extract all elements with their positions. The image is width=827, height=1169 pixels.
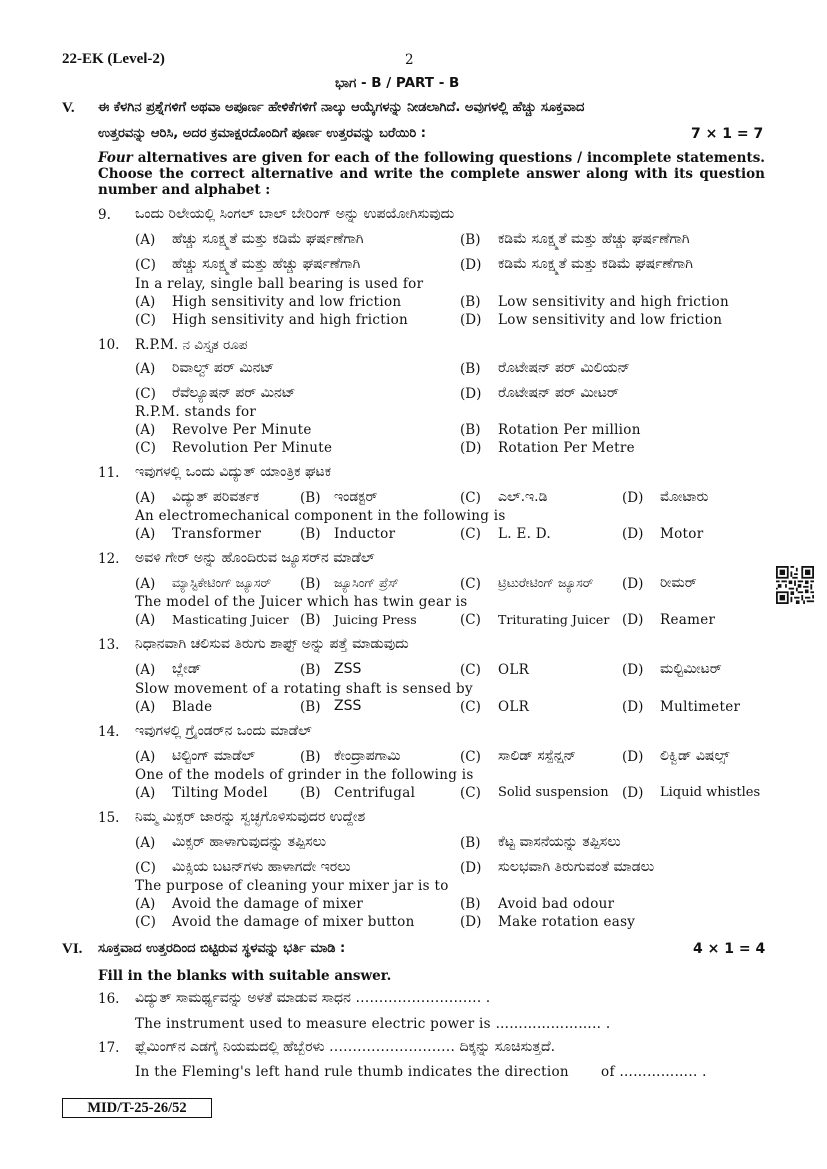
q10-en-c: Revolution Per Minute — [172, 440, 333, 456]
q14-kn-b-label: (B) — [300, 749, 321, 765]
q12-kannada: ಅವಳಿ ಗೇರ್ ಅನ್ನು ಹೊಂದಿರುವ ಜ್ಯೂಸರ್‌ನ ಮಾಡೆಲ್ — [135, 550, 375, 566]
q10-en-b: Rotation Per million — [498, 422, 641, 438]
q10-kannada: R.P.M. ನ ವಿಸ್ತೃತ ರೂಪ — [135, 337, 248, 353]
q14-kn-c-label: (C) — [460, 749, 481, 765]
q14-kn-a: ಟಿಲ್ಟಿಂಗ್ ಮಾಡೆಲ್ — [172, 748, 256, 764]
q9-en-d: Low sensitivity and low friction — [498, 312, 723, 328]
q14-en-a: Tilting Model — [172, 785, 268, 801]
section-v-english-instruction — [98, 150, 765, 198]
q11-number: 11. — [98, 465, 120, 481]
q11-kn-d-label: (D) — [622, 490, 644, 506]
q12-en-b-label: (B) — [300, 612, 321, 628]
q9-number: 9. — [98, 207, 111, 223]
q15-kn-a: ಮಿಕ್ಸರ್ ಹಾಳಾಗುವುದನ್ನು ತಪ್ಪಿಸಲು — [172, 834, 327, 850]
q15-kn-a-label: (A) — [135, 835, 156, 851]
q13-en-c: OLR — [498, 699, 530, 715]
section-v-marks: 7 × 1 = 7 — [691, 126, 764, 142]
q13-en-a-label: (A) — [135, 699, 156, 715]
q13-kn-c: OLR — [498, 662, 530, 678]
q10-kn-a-label: (A) — [135, 361, 156, 377]
q9-en-d-label: (D) — [460, 312, 482, 328]
q13-number: 13. — [98, 637, 120, 653]
section-v-kannada-line2: ಉತ್ತರವನ್ನು ಆರಿಸಿ, ಅದರ ಕ್ರಮಾಕ್ಷರದೊಂದಿಗೆ ಪೂರ್ಣ ಉತ್ತರವನ್ನು ಬರೆಯಿರಿ : — [98, 126, 426, 141]
q9-kn-c-label: (C) — [135, 257, 156, 273]
q9-en-a-label: (A) — [135, 294, 156, 310]
q13-kn-b: ZSS — [334, 661, 362, 677]
q10-en-c-label: (C) — [135, 440, 156, 456]
q9-kannada: ಒಂದು ರಿಲೇಯಲ್ಲಿ ಸಿಂಗಲ್ ಬಾಲ್ ಬೇರಿಂಗ್ ಅನ್ನು ಉಪಯೋಗಿಸುವುದು — [135, 206, 455, 222]
q14-en-b: Centrifugal — [334, 785, 416, 801]
q10-en-b-label: (B) — [460, 422, 481, 438]
q13-english: Slow movement of a rotating shaft is sensed by — [135, 681, 473, 697]
q17-number: 17. — [98, 1040, 120, 1056]
q12-kn-d: ರೀಮರ್ — [660, 575, 697, 591]
q12-en-d-label: (D) — [622, 612, 644, 628]
q17-kannada: ಫ್ಲೆಮಿಂಗ್‌ನ ಎಡಗೈ ನಿಯಮದಲ್ಲಿ ಹೆಬ್ಬೆರಳು ……………………… ದಿಕ್ಕನ್ನು ಸೂಚಿಸುತ್ತದೆ. — [135, 1039, 556, 1055]
q11-kn-c-label: (C) — [460, 490, 481, 506]
q11-kn-d: ಮೋಟಾರು — [660, 489, 709, 505]
q13-kn-d-label: (D) — [622, 662, 644, 678]
q13-kn-a: ಬ್ಲೇಡ್ — [172, 661, 202, 677]
q12-en-c-label: (C) — [460, 612, 481, 628]
q10-kn-a: ರಿವಾಲ್ವ್ ಪರ್ ಮಿನಟ್ — [172, 360, 275, 376]
q9-kn-d: ಕಡಿಮೆ ಸೂಕ್ಷ್ಮತೆ ಮತ್ತು ಕಡಿಮೆ ಘರ್ಷಣೆಗಾಗಿ — [498, 256, 693, 272]
q14-en-d: Liquid whistles — [660, 785, 761, 800]
q13-en-b-label: (B) — [300, 699, 321, 715]
q15-en-c-label: (C) — [135, 914, 156, 930]
q12-en-a-label: (A) — [135, 612, 156, 628]
q13-kn-b-label: (B) — [300, 662, 321, 678]
q14-en-c-label: (C) — [460, 785, 481, 801]
q15-en-d: Make rotation easy — [498, 914, 636, 930]
q14-kn-b: ಕೇಂದ್ರಾಪಗಾಮಿ — [334, 748, 401, 764]
q16-number: 16. — [98, 991, 120, 1007]
q11-en-c-label: (C) — [460, 526, 481, 542]
q11-en-a-label: (A) — [135, 526, 156, 542]
q14-english: One of the models of grinder in the following is — [135, 767, 474, 783]
q12-kn-c: ಟ್ರಿಟುರೇಟಿಂಗ್ ಜ್ಯೂಸರ್ — [498, 575, 594, 590]
page-number: 2 — [405, 52, 414, 68]
q12-kn-b: ಜ್ಯೂಸಿಂಗ್ ಪ್ರೆಸ್ — [334, 575, 399, 590]
q12-en-d: Reamer — [660, 612, 716, 628]
q13-en-d-label: (D) — [622, 699, 644, 715]
part-title: ಭಾಗ - B / PART - B — [335, 75, 460, 91]
q12-kn-b-label: (B) — [300, 576, 321, 592]
q9-en-c: High sensitivity and high friction — [172, 312, 409, 328]
q9-en-c-label: (C) — [135, 312, 156, 328]
q14-en-d-label: (D) — [622, 785, 644, 801]
q14-kn-a-label: (A) — [135, 749, 156, 765]
section-v-kannada-line1: ಈ ಕೆಳಗಿನ ಪ್ರಶ್ನೆಗಳಿಗೆ ಅಥವಾ ಅಪೂರ್ಣ ಹೇಳಿಕೆಗಳಿಗೆ ನಾಲ್ಕು ಆಯ್ಕೆಗಳನ್ನು ನೀಡಲಾಗಿದೆ. ಅವುಗಳಲ್ಲಿ ಹೆಚ್ಚು ಸೂಕ್ತವಾದ — [98, 100, 585, 115]
instruction-text: alternatives are given for each of the following questions / incomplete statements. Choose the correct alternative and write the complete answer along with its question number and alphabet : — [98, 150, 765, 198]
q9-en-a: High sensitivity and low friction — [172, 294, 402, 310]
q9-kn-d-label: (D) — [460, 257, 482, 273]
q12-kn-d-label: (D) — [622, 576, 644, 592]
q9-en-b-label: (B) — [460, 294, 481, 310]
q11-kn-a: ವಿದ್ಯುತ್ ಪರಿವರ್ತಕ — [172, 489, 260, 505]
paper-code: 22-EK (Level-2) — [62, 51, 165, 67]
q9-kn-a: ಹೆಚ್ಚು ಸೂಕ್ಷ್ಮತೆ ಮತ್ತು ಕಡಿಮೆ ಘರ್ಷಣೆಗಾಗಿ — [172, 231, 364, 247]
q15-english: The purpose of cleaning your mixer jar is to — [135, 878, 449, 894]
q13-kn-c-label: (C) — [460, 662, 481, 678]
section-vi-kannada: ಸೂಕ್ತವಾದ ಉತ್ತರದಿಂದ ಬಿಟ್ಟಿರುವ ಸ್ಥಳವನ್ನು ಭರ್ತಿ ಮಾಡಿ : — [98, 941, 346, 956]
q10-en-a-label: (A) — [135, 422, 156, 438]
q14-kn-d: ಲಿಕ್ವಿಡ್ ವಿಷಲ್ಸ್ — [660, 748, 730, 764]
q14-en-c: Solid suspension — [498, 785, 609, 800]
q13-kannada: ನಿಧಾನವಾಗಿ ಚಲಿಸುವ ತಿರುಗು ಶಾಫ್ಟ್ ಅನ್ನು ಪತ್ತೆ ಮಾಡುವುದು — [135, 636, 409, 652]
q10-number: 10. — [98, 337, 120, 353]
q10-kn-c: ರೆವೆಲ್ಯೂಷನ್ ಪರ್ ಮಿನಟ್ — [172, 385, 296, 401]
q14-en-b-label: (B) — [300, 785, 321, 801]
q11-kn-a-label: (A) — [135, 490, 156, 506]
q11-kn-b: ಇಂಡಕ್ಟರ್ — [334, 489, 378, 505]
q11-english: An electromechanical component in the following is — [135, 508, 506, 524]
q12-english: The model of the Juicer which has twin gear is — [135, 594, 468, 610]
q15-en-d-label: (D) — [460, 914, 482, 930]
q15-kn-b: ಕೆಟ್ಟ ವಾಸನೆಯನ್ನು ತಪ್ಪಿಸಲು — [498, 834, 621, 850]
q10-en-d-label: (D) — [460, 440, 482, 456]
q15-kn-b-label: (B) — [460, 835, 481, 851]
q13-en-c-label: (C) — [460, 699, 481, 715]
q14-number: 14. — [98, 724, 120, 740]
q12-kn-a: ಮ್ಯಾಸ್ಟಿಕೇಟಿಂಗ್ ಜ್ಯೂಸರ್ — [172, 575, 272, 590]
q15-en-b-label: (B) — [460, 896, 481, 912]
q15-kn-d-label: (D) — [460, 860, 482, 876]
q11-kn-c: ಎಲ್.ಇ.ಡಿ — [498, 489, 548, 505]
q11-kannada: ಇವುಗಳಲ್ಲಿ ಒಂದು ವಿದ್ಯುತ್ ಯಾಂತ್ರಿಕ ಘಟಕ — [135, 464, 331, 480]
qr-code-icon — [776, 566, 814, 604]
q15-kannada: ನಿಮ್ಮ ಮಿಕ್ಸರ್ ಜಾರನ್ನು ಸ್ವಚ್ಛಗೊಳಿಸುವುದರ ಉದ್ದೇಶ — [135, 809, 366, 825]
q12-en-a: Masticating Juicer — [172, 612, 289, 627]
q10-en-a: Revolve Per Minute — [172, 422, 312, 438]
q11-kn-b-label: (B) — [300, 490, 321, 506]
four-emphasis: Four — [98, 150, 133, 166]
q10-kn-b-label: (B) — [460, 361, 481, 377]
q15-en-c: Avoid the damage of mixer button — [172, 914, 415, 930]
q14-kn-d-label: (D) — [622, 749, 644, 765]
q10-kn-d-label: (D) — [460, 386, 482, 402]
q9-kn-c: ಹೆಚ್ಚು ಸೂಕ್ಷ್ಮತೆ ಮತ್ತು ಹೆಚ್ಚು ಘರ್ಷಣೆಗಾಗಿ — [172, 256, 361, 272]
q12-number: 12. — [98, 551, 120, 567]
section-vi-marks: 4 × 1 = 4 — [693, 941, 766, 957]
q17-english: In the Fleming's left hand rule thumb indicates the direction of …………….. . — [135, 1064, 707, 1080]
q9-en-b: Low sensitivity and high friction — [498, 294, 729, 310]
q11-en-b: Inductor — [334, 526, 396, 542]
q15-en-b: Avoid bad odour — [498, 896, 615, 912]
section-vi-english: Fill in the blanks with suitable answer. — [98, 968, 392, 984]
q13-kn-a-label: (A) — [135, 662, 156, 678]
section-vi-numeral: VI. — [62, 941, 83, 957]
q15-kn-d: ಸುಲಭವಾಗಿ ತಿರುಗುವಂತೆ ಮಾಡಲು — [498, 859, 655, 875]
section-v-numeral: V. — [62, 100, 75, 116]
q11-en-b-label: (B) — [300, 526, 321, 542]
q9-english: In a relay, single ball bearing is used for — [135, 276, 424, 292]
q10-kn-c-label: (C) — [135, 386, 156, 402]
footer-code: MID/T-25-26/52 — [62, 1098, 212, 1118]
q9-kn-b: ಕಡಿಮೆ ಸೂಕ್ಷ್ಮತೆ ಮತ್ತು ಹೆಚ್ಚು ಘರ್ಷಣೆಗಾಗಿ — [498, 231, 690, 247]
q14-kannada: ಇವುಗಳಲ್ಲಿ ಗ್ರೈಂಡರ್‌ನ ಒಂದು ಮಾಡೆಲ್ — [135, 723, 312, 739]
q9-kn-b-label: (B) — [460, 232, 481, 248]
q14-kn-c: ಸಾಲಿಡ್ ಸಸ್ಪೆನ್ಷನ್ — [498, 748, 576, 764]
q16-kannada: ವಿದ್ಯುತ್ ಸಾಮರ್ಥ್ಯವನ್ನು ಅಳತೆ ಮಾಡುವ ಸಾಧನ ……………………… . — [135, 990, 491, 1006]
q14-en-a-label: (A) — [135, 785, 156, 801]
q11-en-c: L. E. D. — [498, 526, 552, 542]
q15-en-a: Avoid the damage of mixer — [172, 896, 364, 912]
q12-en-c: Triturating Juicer — [498, 612, 610, 627]
q13-en-b: ZSS — [334, 698, 362, 714]
q13-en-d: Multimeter — [660, 699, 741, 715]
q10-english: R.P.M. stands for — [135, 404, 257, 420]
q13-en-a: Blade — [172, 699, 213, 715]
q15-number: 15. — [98, 810, 120, 826]
q10-en-d: Rotation Per Metre — [498, 440, 635, 456]
q12-en-b: Juicing Press — [334, 612, 417, 627]
q9-kn-a-label: (A) — [135, 232, 156, 248]
q11-en-a: Transformer — [172, 526, 262, 542]
q11-en-d: Motor — [660, 526, 704, 542]
q15-en-a-label: (A) — [135, 896, 156, 912]
q16-english: The instrument used to measure electric power is ………………….. . — [135, 1016, 611, 1032]
q15-kn-c-label: (C) — [135, 860, 156, 876]
q12-kn-a-label: (A) — [135, 576, 156, 592]
q11-en-d-label: (D) — [622, 526, 644, 542]
q12-kn-c-label: (C) — [460, 576, 481, 592]
q10-kn-d: ರೊಟೇಷನ್ ಪರ್ ಮೀಟರ್ — [498, 385, 619, 401]
q10-kn-b: ರೊಟೇಷನ್ ಪರ್ ಮಿಲಿಯನ್ — [498, 360, 630, 376]
q15-kn-c: ಮಿಕ್ಸಿಯ ಬಟನ್‌ಗಳು ಹಾಳಾಗದೇ ಇರಲು — [172, 859, 351, 875]
q13-kn-d: ಮಲ್ಟಿಮೀಟರ್ — [660, 661, 722, 677]
